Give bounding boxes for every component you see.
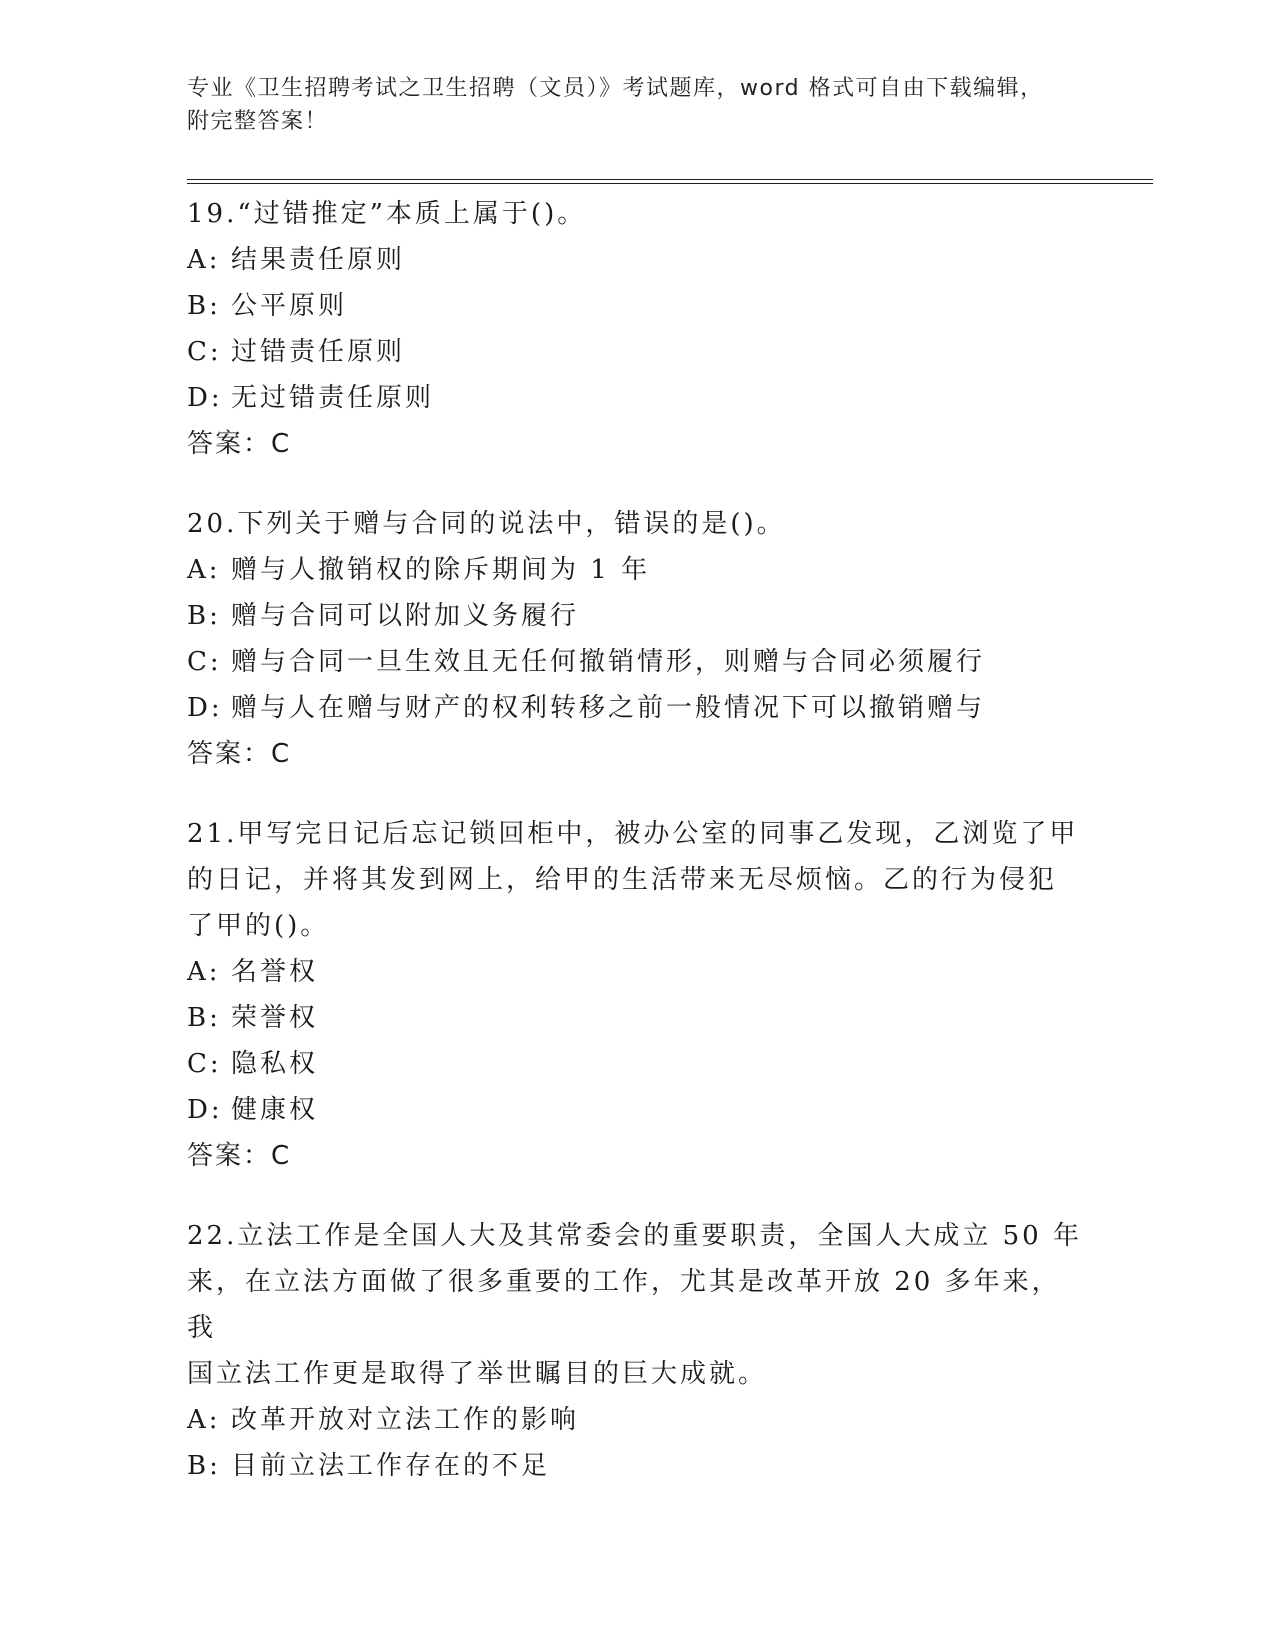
option-text: 无过错责任原则 <box>231 383 435 413</box>
option-text: 目前立法工作存在的不足 <box>231 1451 551 1481</box>
option-text: 名誉权 <box>231 957 319 987</box>
option-a <box>187 1397 1087 1443</box>
option-letter: B: <box>187 601 221 631</box>
option-letter: D: <box>187 693 223 723</box>
answer-label: 答案：C <box>187 739 292 769</box>
question-22 <box>187 1213 1087 1489</box>
option-text: 改革开放对立法工作的影响 <box>231 1405 580 1435</box>
option-b <box>187 283 1087 329</box>
option-b <box>187 1443 1087 1489</box>
option-letter: B: <box>187 1003 221 1033</box>
option-letter: C: <box>187 337 222 367</box>
option-d <box>187 1087 1087 1133</box>
header-rule-bottom <box>187 183 1153 184</box>
option-c <box>187 639 1087 685</box>
option-text: 赠与合同可以附加义务履行 <box>231 601 580 631</box>
question-list <box>187 191 1087 1523</box>
option-c <box>187 1041 1087 1087</box>
option-text: 公平原则 <box>231 291 348 321</box>
header-rule-top <box>187 179 1153 180</box>
option-a <box>187 547 1087 593</box>
option-letter: A: <box>187 1405 221 1435</box>
option-letter: D: <box>187 1095 223 1125</box>
option-a <box>187 949 1087 995</box>
option-letter: C: <box>187 1049 222 1079</box>
question-21 <box>187 811 1087 1179</box>
question-stem-line: 22.立法工作是全国人大及其常委会的重要职责，全国人大成立 50 年 <box>187 1221 1082 1251</box>
question-stem-line: 的日记，并将其发到网上，给甲的生活带来无尽烦恼。乙的行为侵犯 <box>187 865 1058 895</box>
option-letter: B: <box>187 1451 221 1481</box>
option-text: 荣誉权 <box>231 1003 319 1033</box>
header-title: 专业《卫生招聘考试之卫生招聘（文员）》考试题库，word 格式可自由下载编辑，附完整答案！ <box>187 76 1044 134</box>
question-stem: 19.“过错推定”本质上属于()。 <box>187 199 587 229</box>
question-stem-line: 来，在立法方面做了很多重要的工作，尤其是改革开放 20 多年来，我 <box>187 1267 1061 1343</box>
question-stem-line: 21.甲写完日记后忘记锁回柜中，被办公室的同事乙发现，乙浏览了甲 <box>187 819 1079 849</box>
option-d <box>187 375 1087 421</box>
option-b <box>187 995 1087 1041</box>
question-19 <box>187 191 1087 467</box>
option-text: 赠与合同一旦生效且无任何撤销情形，则赠与合同必须履行 <box>231 647 986 677</box>
question-stem-line: 国立法工作更是取得了举世瞩目的巨大成就。 <box>187 1359 768 1389</box>
question-20 <box>187 501 1087 777</box>
document-header <box>187 72 1067 138</box>
option-text: 健康权 <box>231 1095 319 1125</box>
answer-label: 答案：C <box>187 1141 292 1171</box>
option-c <box>187 329 1087 375</box>
question-stem-line: 了甲的()。 <box>187 911 330 941</box>
option-d <box>187 685 1087 731</box>
option-text: 结果责任原则 <box>231 245 406 275</box>
question-stem: 20.下列关于赠与合同的说法中，错误的是()。 <box>187 509 786 539</box>
option-letter: D: <box>187 383 223 413</box>
option-text: 过错责任原则 <box>231 337 406 367</box>
option-b <box>187 593 1087 639</box>
option-a <box>187 237 1087 283</box>
option-text: 隐私权 <box>231 1049 319 1079</box>
option-letter: A: <box>187 957 221 987</box>
option-letter: A: <box>187 555 221 585</box>
option-letter: C: <box>187 647 222 677</box>
answer-label: 答案：C <box>187 429 292 459</box>
option-text: 赠与人撤销权的除斥期间为 1 年 <box>231 555 651 585</box>
option-letter: B: <box>187 291 221 321</box>
option-text: 赠与人在赠与财产的权利转移之前一般情况下可以撤销赠与 <box>231 693 986 723</box>
option-letter: A: <box>187 245 221 275</box>
